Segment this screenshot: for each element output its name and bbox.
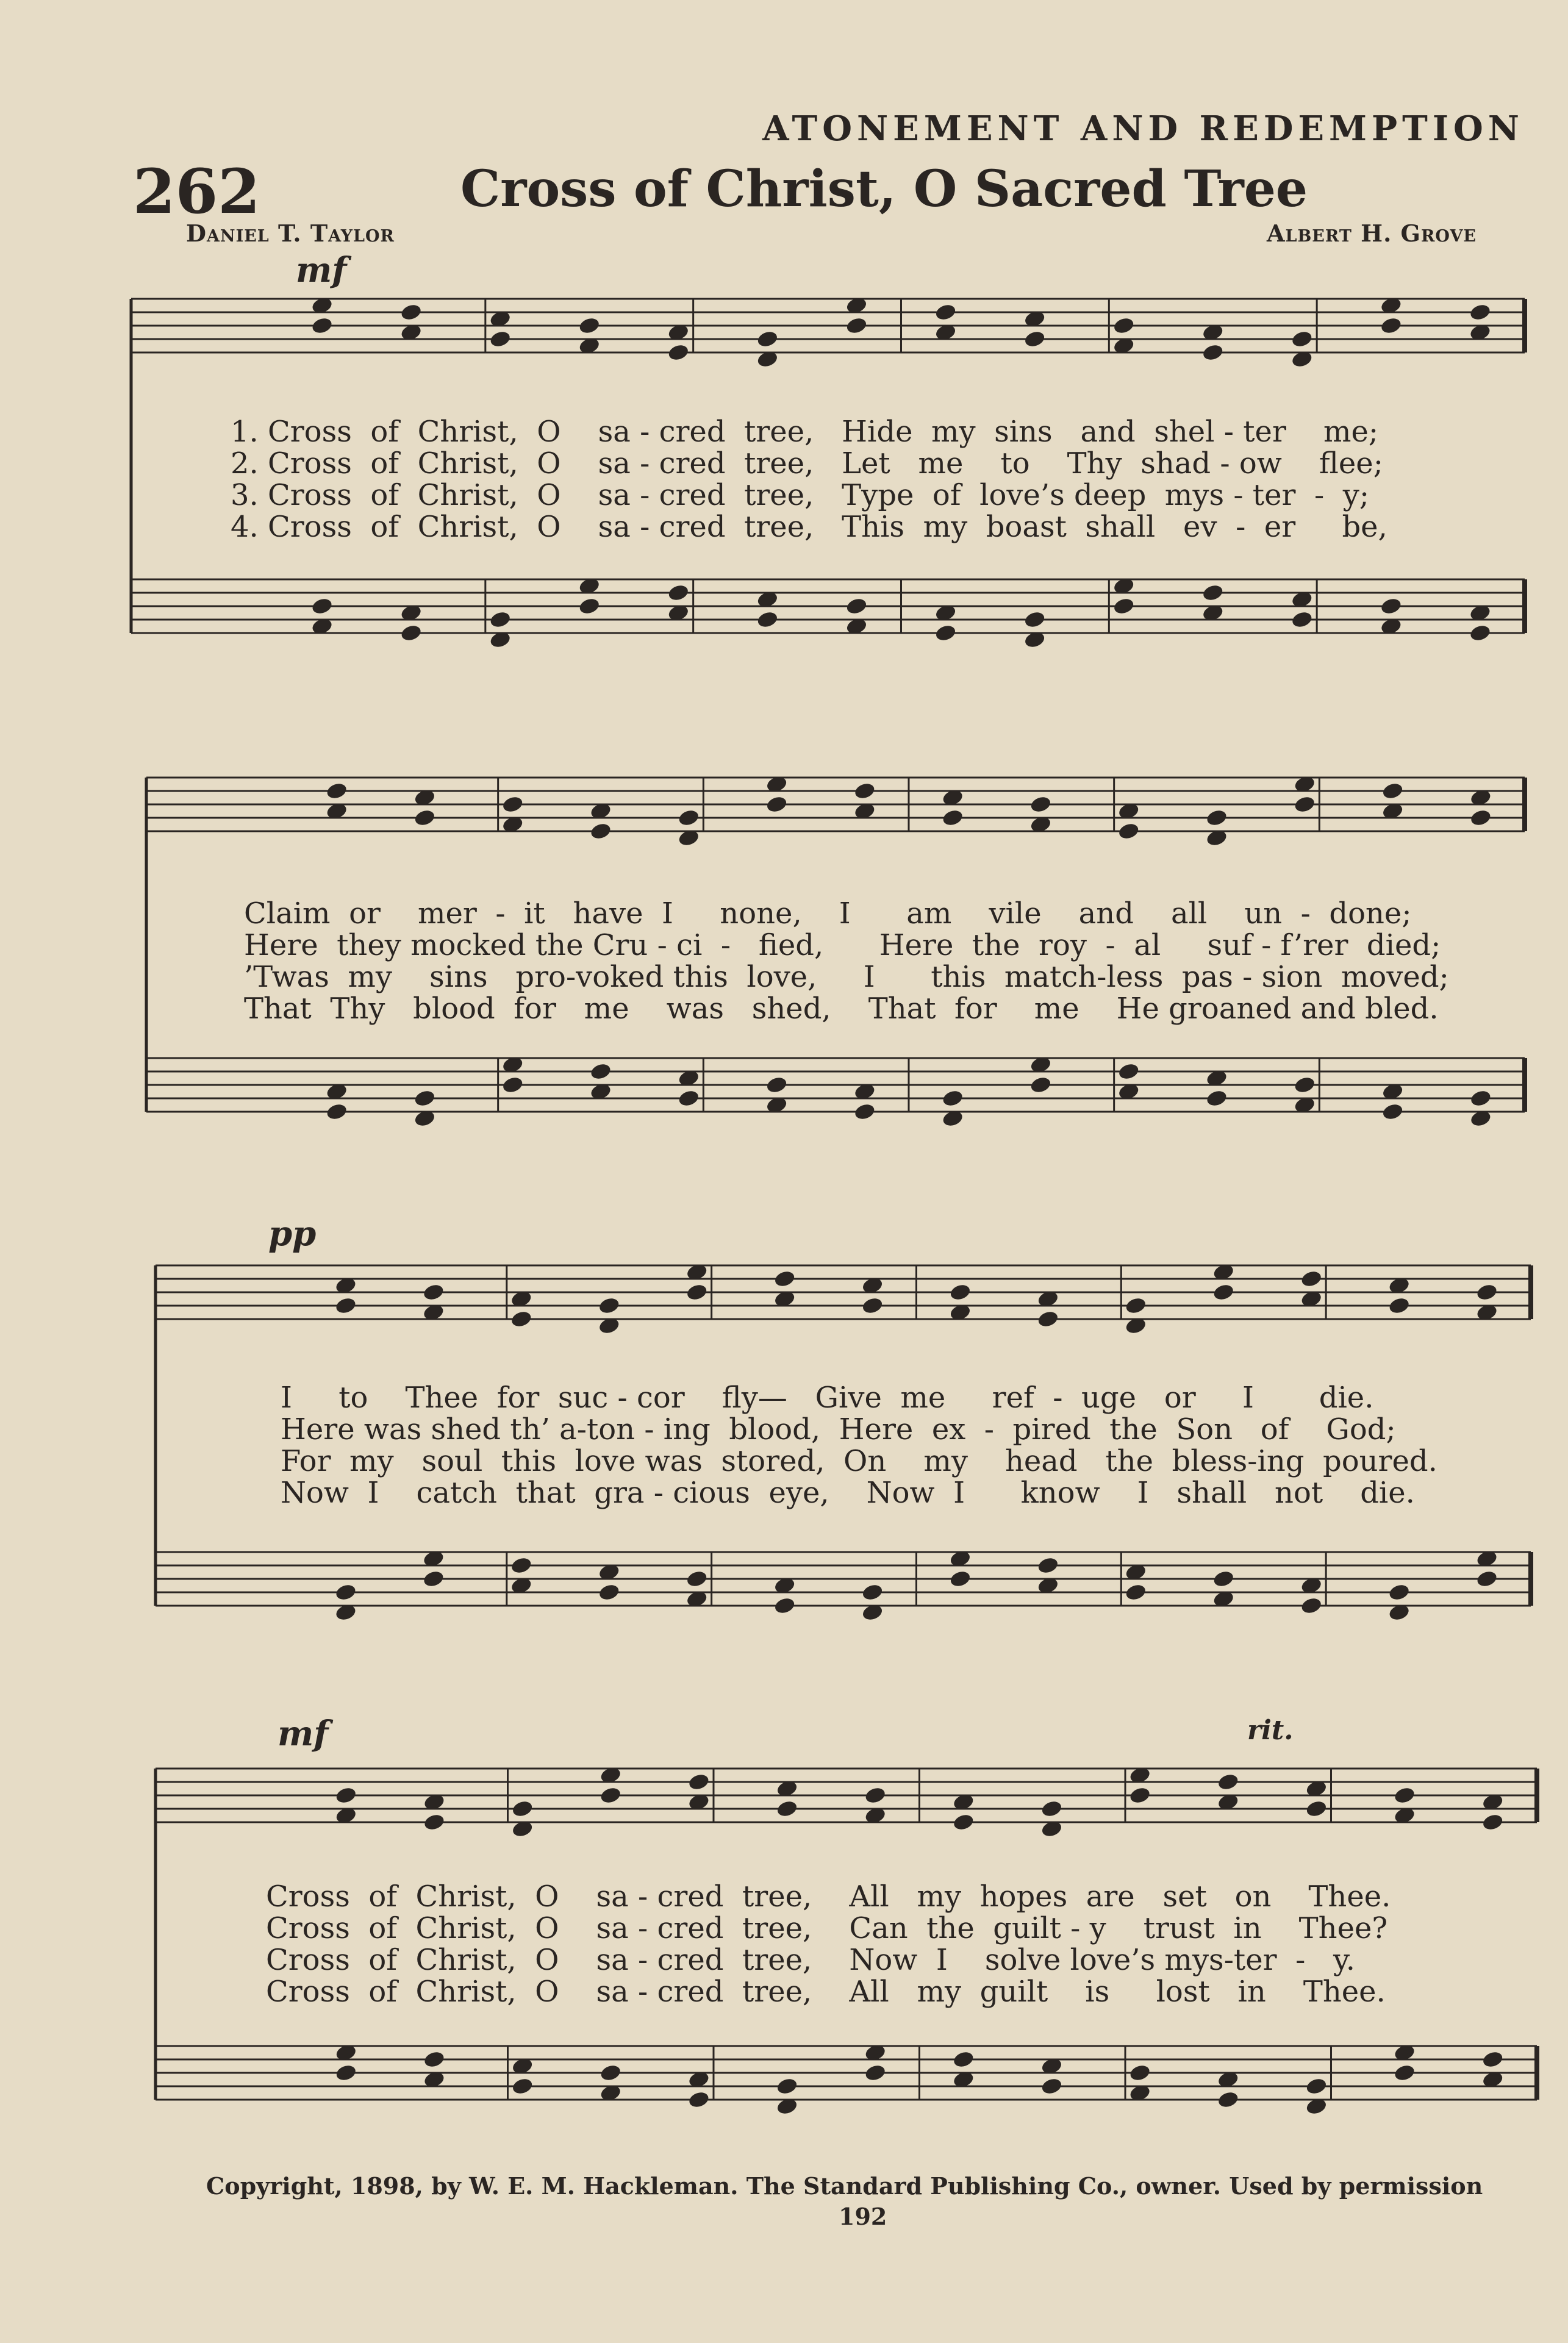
dynamic-mark-system1: mf — [296, 250, 347, 290]
system2-treble-note — [1117, 821, 1140, 841]
lyric-line-s3-v1: I to Thee for suc - cor fly— Give me ref - uge or I die. — [281, 1381, 1374, 1415]
system3-bass-note — [1037, 1556, 1060, 1575]
system2-bass-note — [325, 1102, 348, 1121]
system2-treble-note — [413, 808, 437, 828]
system4-treble-note — [687, 1772, 711, 1792]
system1-treble-note — [667, 343, 690, 362]
dynamic-mark-system3: pp — [268, 1214, 317, 1254]
system1-bass-note — [1291, 610, 1314, 629]
system2-treble-note — [1381, 781, 1405, 801]
system4-bass-note — [864, 2063, 887, 2083]
system3-bass-note — [861, 1583, 884, 1602]
system3-bass-note — [1475, 1569, 1498, 1589]
system3-bass-note — [510, 1556, 533, 1575]
dynamic-mark-system4: mf — [277, 1714, 329, 1754]
system4-treble-note — [335, 1786, 358, 1805]
system4-bass-note — [1305, 2077, 1328, 2096]
system1-treble-note — [1112, 316, 1136, 335]
system1-bass-note — [756, 610, 779, 629]
system1-treble-note — [1380, 316, 1403, 335]
system2-treble-note — [589, 821, 612, 841]
system1-bass-note — [1023, 610, 1047, 629]
system2-treble-note — [853, 781, 876, 801]
system3-treble-note — [422, 1282, 445, 1302]
system1-bass-note — [489, 610, 512, 629]
system2-treble-note — [1293, 795, 1316, 814]
system1-treble-note — [1291, 329, 1314, 349]
system3-bass-note — [598, 1583, 621, 1602]
system1-bass-note — [1380, 596, 1403, 616]
system2-bass-note — [589, 1062, 612, 1081]
system1-bass-note — [934, 623, 958, 643]
section-heading: ATONEMENT AND REDEMPTION — [762, 109, 1524, 149]
system4-bass-note — [1393, 2063, 1416, 2083]
system4-treble-note — [776, 1799, 799, 1819]
system3-bass-note — [422, 1569, 445, 1589]
lyric-line-s2-v2: Here they mocked the Cru - ci - fied, Here the roy - al suf - f’rer died; — [244, 928, 1441, 962]
system4-bass-note — [1040, 2077, 1064, 2096]
system2-bass-note — [853, 1102, 876, 1121]
system4-treble-note — [1305, 1799, 1328, 1819]
system3-treble-note — [1475, 1282, 1498, 1302]
system1-treble-note — [934, 302, 958, 322]
system4-bass-note — [1217, 2090, 1240, 2109]
system2-bass-note — [501, 1075, 524, 1095]
system4-bass-note — [511, 2077, 534, 2096]
system1-treble-note — [399, 302, 423, 322]
system1-bass-note — [578, 596, 601, 616]
system3-treble-note — [861, 1296, 884, 1315]
system3-bass-note — [773, 1596, 797, 1615]
system3-treble-note — [1125, 1296, 1148, 1315]
system4-bass-note — [1128, 2063, 1151, 2083]
system4-treble-note — [599, 1786, 622, 1805]
system3-bass-note — [1300, 1596, 1323, 1615]
system3-bass-note — [1125, 1583, 1148, 1602]
lyric-line-s2-v1: Claim or mer - it have I none, I am vile and all un - done; — [244, 896, 1412, 931]
system2-treble-note — [1205, 808, 1228, 828]
system1-treble-note — [845, 316, 868, 335]
system1-bass-note — [845, 596, 868, 616]
system4-treble-note — [1481, 1812, 1505, 1832]
system1-treble-note — [489, 329, 512, 349]
system2-bass-note — [765, 1075, 789, 1095]
copyright-notice: Copyright, 1898, by W. E. M. Hackleman. The Standard Publishing Co., owner. Used by permission — [206, 2172, 1483, 2200]
system1-bass-note — [667, 583, 690, 603]
system1-bass-note — [310, 596, 334, 616]
system3-treble-note — [510, 1309, 533, 1329]
lyric-line-s3-v3: For my soul this love was stored, On my head the bless-ing poured. — [281, 1444, 1437, 1478]
system2-bass-note — [1117, 1062, 1140, 1081]
lyric-line-s4-v4: Cross of Christ, O sa - cred tree, All my guilt is lost in Thee. — [266, 1975, 1386, 2009]
system3-treble-note — [773, 1269, 797, 1289]
system1-treble-note — [578, 316, 601, 335]
system2-bass-note — [1293, 1075, 1316, 1095]
system3-bass-note — [949, 1569, 972, 1589]
lyric-line-s1-v4: 4. Cross of Christ, O sa - cred tree, This my boast shall ev - er be, — [231, 510, 1387, 544]
ritardando-mark: rit. — [1247, 1715, 1294, 1746]
hymn-composer: Albert H. Grove — [1267, 220, 1477, 247]
system3-treble-note — [1212, 1282, 1235, 1302]
system3-bass-note — [686, 1569, 709, 1589]
system1-bass-note — [1469, 623, 1492, 643]
system1-treble-note — [1201, 343, 1225, 362]
system4-bass-note — [599, 2063, 622, 2083]
lyric-line-s4-v1: Cross of Christ, O sa - cred tree, All my hopes are set on Thee. — [266, 1880, 1391, 1914]
system4-bass-note — [335, 2063, 358, 2083]
system4-treble-note — [952, 1812, 975, 1832]
system1-treble-note — [1469, 302, 1492, 322]
system2-bass-note — [1381, 1102, 1405, 1121]
system2-treble-note — [1469, 808, 1492, 828]
system2-bass-note — [1205, 1089, 1228, 1108]
system4-treble-note — [423, 1812, 446, 1832]
lyric-line-s1-v2: 2. Cross of Christ, O sa - cred tree, Let me to Thy shad - ow flee; — [231, 446, 1383, 481]
system4-treble-note — [511, 1799, 534, 1819]
system2-treble-note — [941, 808, 964, 828]
hymn-author: Daniel T. Taylor — [186, 220, 395, 247]
system3-bass-note — [334, 1583, 357, 1602]
system3-bass-note — [1387, 1583, 1411, 1602]
lyric-line-s3-v4: Now I catch that gra - cious eye, Now I know I shall not die. — [281, 1476, 1415, 1510]
system3-treble-note — [598, 1296, 621, 1315]
lyric-line-s4-v2: Cross of Christ, O sa - cred tree, Can the guilt - y trust in Thee? — [266, 1911, 1388, 1945]
lyric-line-s1-v1: 1. Cross of Christ, O sa - cred tree, Hide my sins and shel - ter me; — [231, 415, 1379, 449]
system2-treble-note — [501, 795, 524, 814]
system4-treble-note — [1393, 1786, 1416, 1805]
page-number: 192 — [839, 2203, 887, 2230]
lyric-line-s2-v4: That Thy blood for me was shed, That for me He groaned and bled. — [244, 992, 1439, 1026]
lyric-line-s3-v2: Here was shed th’ a-ton - ing blood, Here ex - pired the Son of God; — [281, 1412, 1396, 1447]
system3-treble-note — [1300, 1269, 1323, 1289]
system2-bass-note — [941, 1089, 964, 1108]
hymn-title: Cross of Christ, O Sacred Tree — [460, 160, 1308, 218]
hymn-number: 262 — [133, 156, 260, 227]
system2-bass-note — [1469, 1089, 1492, 1108]
system2-bass-note — [413, 1089, 437, 1108]
system4-bass-note — [776, 2077, 799, 2096]
system4-treble-note — [864, 1786, 887, 1805]
system2-treble-note — [325, 781, 348, 801]
system3-treble-note — [949, 1282, 972, 1302]
system4-treble-note — [1040, 1799, 1064, 1819]
system2-bass-note — [677, 1089, 700, 1108]
system2-bass-note — [1029, 1075, 1053, 1095]
system2-treble-note — [677, 808, 700, 828]
system1-bass-note — [1201, 583, 1225, 603]
system3-treble-note — [334, 1296, 357, 1315]
system4-bass-note — [687, 2090, 711, 2109]
system4-bass-note — [1481, 2050, 1505, 2069]
system3-treble-note — [1387, 1296, 1411, 1315]
system2-treble-note — [1029, 795, 1053, 814]
system1-bass-note — [1112, 596, 1136, 616]
system2-treble-note — [765, 795, 789, 814]
lyric-line-s1-v3: 3. Cross of Christ, O sa - cred tree, Type of love’s deep mys - ter - y; — [231, 478, 1369, 512]
system3-bass-note — [1212, 1569, 1235, 1589]
system1-bass-note — [399, 623, 423, 643]
lyric-line-s2-v3: ’Twas my sins pro-voked this love, I this match-less pas - sion moved; — [244, 960, 1449, 994]
system3-treble-note — [1037, 1309, 1060, 1329]
system1-treble-note — [310, 316, 334, 335]
system4-treble-note — [1128, 1786, 1151, 1805]
lyric-line-s4-v3: Cross of Christ, O sa - cred tree, Now I solve love’s mys-ter - y. — [266, 1943, 1356, 1977]
system3-treble-note — [686, 1282, 709, 1302]
system4-bass-note — [952, 2050, 975, 2069]
system4-treble-note — [1217, 1772, 1240, 1792]
system1-treble-note — [1023, 329, 1047, 349]
system1-treble-note — [756, 329, 779, 349]
system4-bass-note — [423, 2050, 446, 2069]
